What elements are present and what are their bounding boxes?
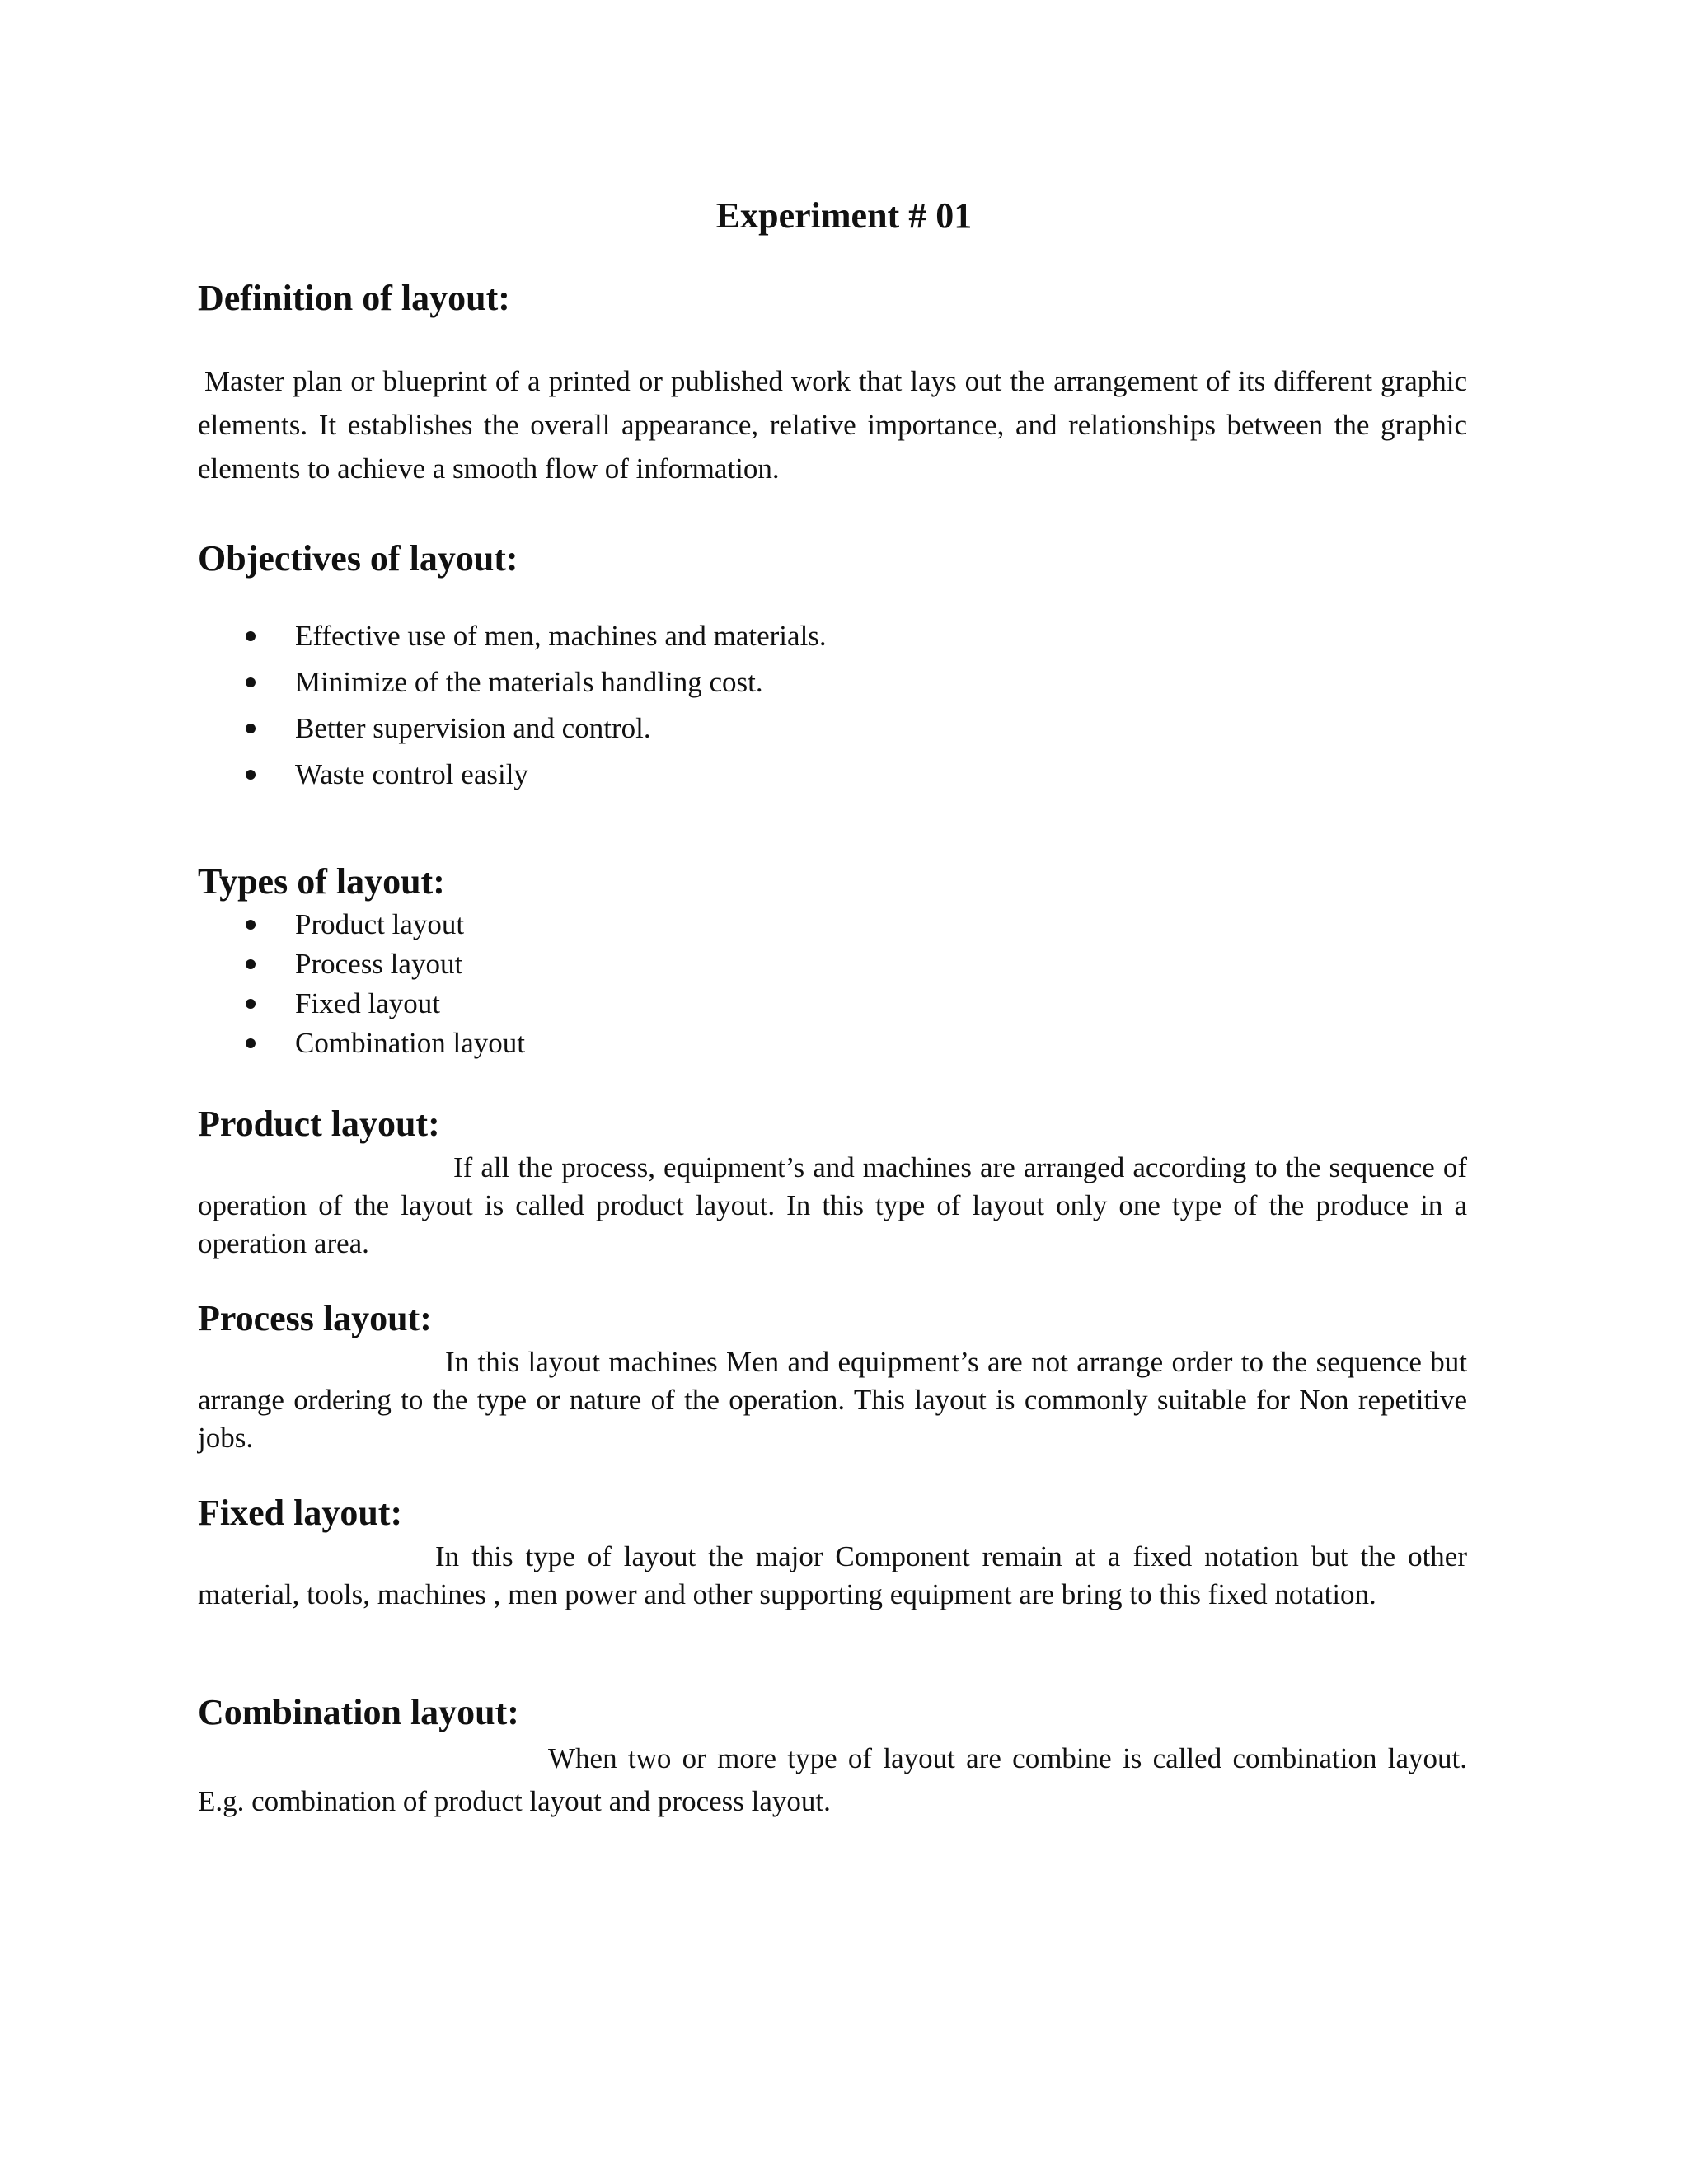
list-item — [198, 613, 1434, 659]
list-item-text: Minimize of the materials handling cost. — [295, 666, 763, 698]
fixed-heading: Fixed layout: — [198, 1493, 403, 1533]
list-item-text: Product layout — [295, 908, 465, 940]
process-heading: Process layout: — [198, 1298, 432, 1338]
bullet-icon — [246, 631, 256, 641]
list-item-text: Waste control easily — [295, 758, 528, 790]
list-item — [198, 905, 1434, 944]
fixed-text: In this type of layout the major Component remain at a fixed notation but the other material, tools, machines , men power and other supporting equipment are bring to this fixed notation. — [198, 1540, 1467, 1610]
list-item — [198, 944, 1434, 984]
product-heading: Product layout: — [198, 1104, 440, 1144]
list-item — [198, 1024, 1434, 1063]
bullet-icon — [246, 920, 256, 930]
page-title: Experiment # 01 — [715, 195, 973, 236]
list-item-text: Better supervision and control. — [295, 712, 651, 744]
product-text: If all the process, equipment’s and machines are arranged according to the sequence of operation of the layout is called product layout. In this type of layout only one type of the produce in a operation area. — [198, 1151, 1467, 1259]
bullet-icon — [246, 677, 256, 687]
list-item-text: Combination layout — [295, 1027, 526, 1059]
bullet-icon — [246, 959, 256, 969]
bullet-icon — [246, 999, 256, 1009]
list-item-text: Process layout — [295, 948, 463, 980]
objectives-heading: Objectives of layout: — [198, 538, 518, 579]
list-item-text: Fixed layout — [295, 987, 440, 1019]
bullet-icon — [246, 724, 256, 733]
list-item-text: Effective use of men, machines and materials. — [295, 620, 827, 652]
list-item — [198, 752, 1434, 798]
bullet-icon — [246, 770, 256, 780]
definition-heading: Definition of layout: — [198, 278, 510, 318]
types-heading: Types of layout: — [198, 861, 445, 902]
list-item — [198, 705, 1434, 752]
definition-text: Master plan or blueprint of a printed or published work that lays out the arrangement of its different graphic elements. It establishes the overall appearance, relative importance, and relationships between the graphic elements to achieve a smooth flow of information. — [198, 365, 1467, 485]
bullet-icon — [246, 1038, 256, 1048]
list-item — [198, 659, 1434, 705]
objectives-list — [198, 613, 1434, 798]
list-item — [198, 984, 1434, 1024]
process-text: In this layout machines Men and equipment’s are not arrange order to the sequence but arrange ordering to the type or nature of the operation. This layout is commonly suitable for Non repetitive jobs. — [198, 1346, 1467, 1454]
types-list — [198, 905, 1434, 1063]
combination-text: When two or more type of layout are combine is called combination layout. E.g. combination of product layout and process layout. — [198, 1742, 1467, 1817]
combination-heading: Combination layout: — [198, 1692, 519, 1732]
